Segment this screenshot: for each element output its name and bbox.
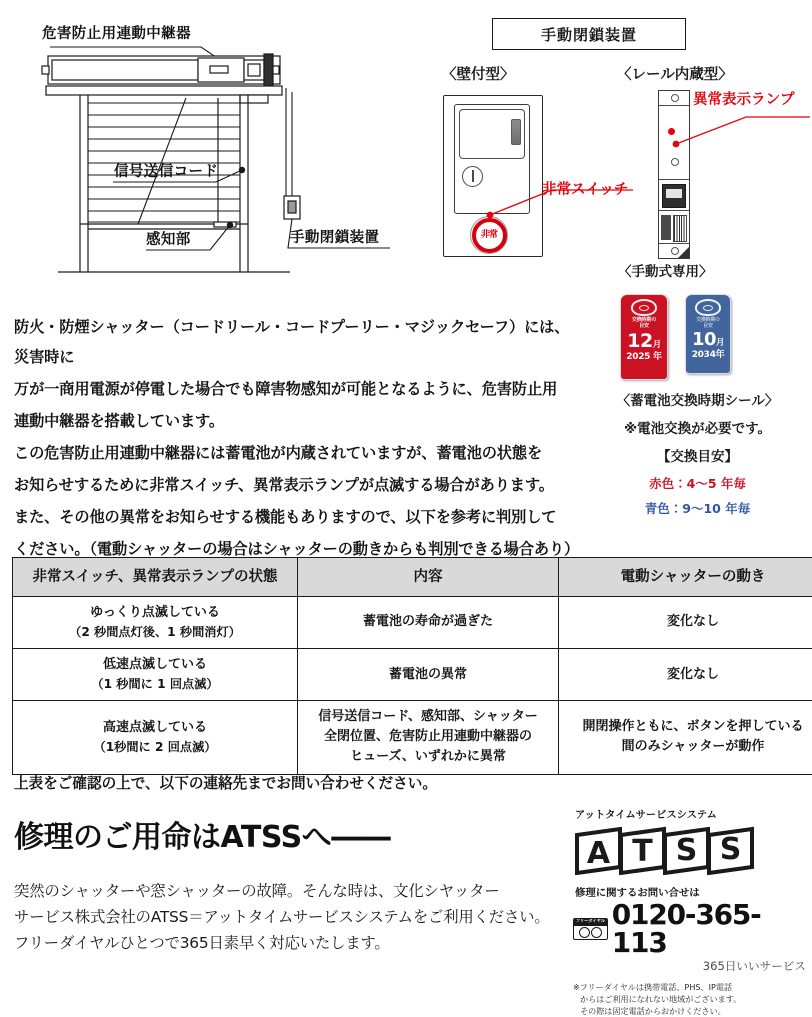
table-cell-motion bbox=[559, 649, 812, 701]
freedial-icon bbox=[573, 918, 608, 940]
table-row bbox=[13, 649, 812, 701]
table-cell-content bbox=[298, 701, 559, 774]
emergency-switch-label: 非常 bbox=[472, 218, 507, 253]
manual-closing-device-section bbox=[420, 8, 812, 288]
atss-body-line: 突然のシャッターや窓シャッターの故障。そんな時は、文化シヤッター bbox=[14, 878, 574, 904]
rail-segment-bottom bbox=[659, 244, 689, 258]
battery-seal-blue-month: 10 bbox=[692, 329, 716, 350]
motion-line: 間のみシャッターが動作 bbox=[563, 737, 812, 757]
table-cell-motion bbox=[559, 597, 812, 649]
table-cell-content bbox=[298, 649, 559, 701]
content-line: 信号送信コード、感知部、シャッター bbox=[302, 707, 554, 727]
battery-top-icon bbox=[695, 299, 721, 316]
error-lamp-leader-line bbox=[668, 104, 812, 149]
state-sub: （1秒間に 2 回点滅） bbox=[17, 738, 293, 757]
battery-top-icon bbox=[631, 299, 657, 316]
rail-segment-terminal bbox=[659, 211, 689, 245]
table-cell-state bbox=[13, 701, 298, 774]
svg-text:A: A bbox=[587, 836, 611, 871]
diagram-label-manual-device: 手動閉鎖装置 bbox=[290, 226, 379, 247]
battery-seal-blue bbox=[685, 294, 731, 374]
phone-disclaimer bbox=[573, 981, 808, 1017]
svg-text:T: T bbox=[632, 834, 653, 869]
svg-text:S: S bbox=[676, 833, 698, 868]
intro-line: また、その他の異常をお知らせする機能もありますので、以下を参考に判別して bbox=[14, 502, 579, 532]
disclaimer-line: ※フリーダイヤルは携帯電話、PHS、IP電話 bbox=[573, 981, 808, 993]
table-header-state: 非常スイッチ、異常表示ランプの状態 bbox=[13, 558, 298, 597]
state-main: 高速点滅している bbox=[17, 718, 293, 738]
battery-seal-red-year: 2025 年 bbox=[621, 353, 667, 363]
battery-seal-block bbox=[590, 294, 805, 519]
replacement-guide-red: 赤色：4〜5 年毎 bbox=[590, 474, 805, 495]
motion-line: 変化なし bbox=[563, 612, 812, 632]
atss-contact-block bbox=[573, 806, 808, 978]
battery-seal-blue-caption2: 目安 bbox=[686, 323, 730, 329]
battery-seal-red bbox=[620, 294, 668, 380]
manual-device-title: 手動閉鎖装置 bbox=[492, 18, 686, 50]
table-cell-state bbox=[13, 649, 298, 701]
atss-body-text bbox=[14, 878, 574, 956]
corner-marker bbox=[678, 247, 689, 258]
battery-seal-red-month: 12 bbox=[627, 330, 652, 352]
phone-subtitle: 365日いいサービス bbox=[573, 958, 808, 974]
replacement-guide-blue: 青色：9〜10 年毎 bbox=[590, 499, 805, 520]
battery-replacement-note: ※電池交換が必要です。 bbox=[590, 418, 805, 440]
state-sub: （2 秒間点灯後、1 秒間消灯） bbox=[17, 623, 293, 642]
content-line: 蓄電池の異常 bbox=[302, 665, 554, 685]
content-line: 蓄電池の寿命が過ぎた bbox=[302, 612, 554, 632]
table-row bbox=[13, 597, 812, 649]
diagram-label-sensor: 感知部 bbox=[146, 228, 191, 249]
content-line: ヒューズ、いずれかに異常 bbox=[302, 747, 554, 767]
diagram-label-relay: 危害防止用連動中継器 bbox=[42, 22, 191, 43]
shutter-diagram bbox=[18, 10, 418, 275]
atss-logo bbox=[573, 825, 808, 875]
replacement-guide-heading: 【交換目安】 bbox=[590, 446, 805, 468]
table-cell-motion bbox=[559, 701, 812, 774]
battery-seal-blue-year: 2034年 bbox=[686, 351, 730, 361]
atss-logo-mark bbox=[573, 825, 755, 875]
mechanism-block bbox=[662, 184, 686, 208]
intro-line: この危害防止用連動中継器には蓄電池が内蔵されていますが、蓄電池の状態を bbox=[14, 438, 579, 468]
intro-line: 防火・防煙シャッター（コードリール・コードプーリー・マジックセーフ）には、災害時に bbox=[14, 312, 579, 372]
status-table bbox=[12, 557, 812, 775]
state-main: ゆっくり点滅している bbox=[17, 603, 293, 623]
screw-hole-icon bbox=[671, 158, 679, 166]
freedial-icon-circles bbox=[579, 927, 603, 938]
atss-body-line: サービス株式会社のATSS＝アットタイムサービスシステムをご利用ください。 bbox=[14, 904, 574, 930]
motion-line: 変化なし bbox=[563, 665, 812, 685]
svg-text:S: S bbox=[720, 832, 742, 867]
table-note: 上表をご確認の上で、以下の連絡先までお問い合わせください。 bbox=[14, 772, 437, 793]
battery-seal-red-month-unit: 月 bbox=[653, 340, 661, 350]
table-row bbox=[13, 701, 812, 774]
battery-seal-title: 〈蓄電池交換時期シール〉 bbox=[590, 390, 805, 412]
atss-headline: 修理のご用命はATSSへ―― bbox=[14, 812, 390, 856]
intro-line: 連動中継器を搭載しています。 bbox=[14, 406, 579, 436]
emergency-switch-callout: 非常スイッチ bbox=[542, 178, 628, 199]
battery-seal-red-caption2: 目安 bbox=[621, 323, 667, 329]
screw-hole-icon bbox=[671, 94, 679, 102]
disclaimer-line: その際は固定電話からおかけください。 bbox=[573, 1005, 808, 1017]
rail-segment-mechanism bbox=[659, 180, 689, 211]
rail-type-label: 〈レール内蔵型〉 bbox=[617, 63, 733, 84]
intro-line: 万が一商用電源が停電した場合でも障害物感知が可能となるように、危害防止用 bbox=[14, 374, 579, 404]
disclaimer-line: からはご利用になれない地域がございます。 bbox=[573, 993, 808, 1005]
emergency-switch-button[interactable] bbox=[470, 216, 508, 254]
wall-type-label: 〈壁付型〉 bbox=[442, 63, 515, 84]
motion-line: 開閉操作ともに、ボタンを押している bbox=[563, 717, 812, 737]
table-header-content: 内容 bbox=[298, 558, 559, 597]
table-cell-content bbox=[298, 597, 559, 649]
table-header-motion: 電動シャッターの動き bbox=[559, 558, 812, 597]
connector-strip bbox=[673, 215, 687, 242]
error-lamp-callout: 異常表示ランプ bbox=[693, 88, 795, 109]
intro-text-block bbox=[14, 312, 579, 566]
state-sub: （1 秒間に 1 回点滅） bbox=[17, 675, 293, 694]
intro-line: お知らせするために非常スイッチ、異常表示ランプが点滅する場合があります。 bbox=[14, 470, 579, 500]
table-cell-state bbox=[13, 597, 298, 649]
battery-seal-red-caption1: 交換時期の bbox=[621, 317, 667, 323]
intro-line: ください。（電動シャッターの場合はシャッターの動きからも判別できる場合あり） bbox=[14, 534, 579, 564]
atss-body-line: フリーダイヤルひとつで365日素早く対応いたします。 bbox=[14, 930, 574, 956]
battery-seal-blue-caption1: 交換時期の bbox=[686, 317, 730, 323]
state-main: 低速点滅している bbox=[17, 655, 293, 675]
terminal-block bbox=[661, 215, 671, 240]
phone-number[interactable]: 0120-365-113 bbox=[612, 901, 808, 957]
freedial-icon-label: フリーダイヤル bbox=[574, 919, 607, 926]
table-header-row bbox=[13, 558, 812, 597]
freedial-circle bbox=[591, 927, 602, 938]
battery-seal-blue-month-unit: 月 bbox=[716, 338, 724, 348]
repair-inquiry-label: 修理に関するお問い合せは bbox=[575, 884, 808, 899]
atss-tagline: アットタイムサービスシステム bbox=[575, 806, 808, 821]
content-line: 全閉位置、危害防止用連動中継器の bbox=[302, 727, 554, 747]
phone-row bbox=[573, 901, 808, 957]
diagram-label-signal-cord: 信号送信コード bbox=[114, 160, 218, 181]
battery-seal-icons bbox=[620, 294, 731, 380]
freedial-circle bbox=[579, 927, 590, 938]
rail-type-note: 〈手動式専用〉 bbox=[618, 260, 713, 280]
